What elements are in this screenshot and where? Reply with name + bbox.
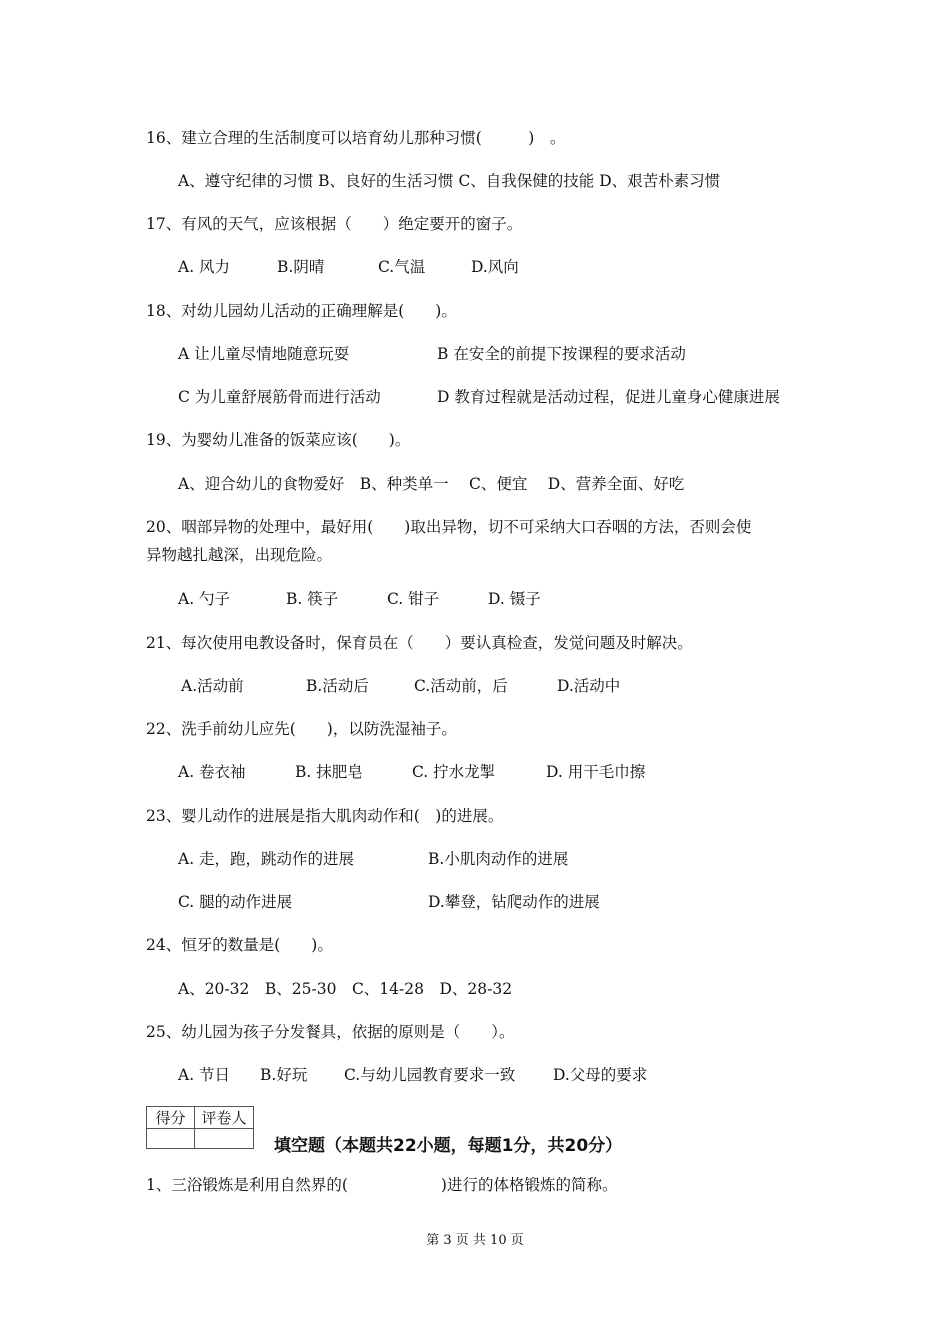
question-23-option-b: B.小肌肉动作的进展 xyxy=(428,850,569,868)
question-25-option-b: B.好玩 xyxy=(260,1066,308,1084)
question-17-option-c: C.气温 xyxy=(378,258,426,276)
question-21-option-d: D.活动中 xyxy=(557,677,621,695)
question-25-option-c: C.与幼儿园教育要求一致 xyxy=(344,1066,516,1084)
question-18-option-d: D 教育过程就是活动过程，促进儿童身心健康进展 xyxy=(437,388,780,406)
score-table xyxy=(146,1106,254,1149)
question-25-stem: 25、幼儿园为孩子分发餐具，依据的原则是（ ）。 xyxy=(146,1023,515,1041)
question-23-stem: 23、婴儿动作的进展是指大肌肉动作和( )的进展。 xyxy=(146,807,504,825)
question-24-options: A、20-32 B、25-30 C、14-28 D、28-32 xyxy=(178,980,513,998)
page-footer: 第 3 页 共 10 页 xyxy=(426,1233,524,1248)
question-23-option-c: C. 腿的动作进展 xyxy=(178,893,293,911)
question-24-stem: 24、恒牙的数量是( )。 xyxy=(146,936,333,954)
score-cell[interactable] xyxy=(147,1129,195,1149)
question-25-option-a: A. 节日 xyxy=(178,1066,231,1084)
question-20-stem-line-1: 20、咽部异物的处理中，最好用( )取出异物，切不可采纳大口吞咽的方法，否则会使 xyxy=(146,518,752,536)
question-16-stem: 16、建立合理的生活制度可以培育幼儿那种习惯( ) 。 xyxy=(146,129,566,147)
question-20-option-d: D. 镊子 xyxy=(488,590,541,608)
question-23-option-d: D.攀登，钻爬动作的进展 xyxy=(428,893,600,911)
question-20-option-c: C. 钳子 xyxy=(387,590,440,608)
question-16-options: A、遵守纪律的习惯 B、良好的生活习惯 C、自我保健的技能 D、艰苦朴素习惯 xyxy=(178,172,721,190)
question-18-option-c: C 为儿童舒展筋骨而进行活动 xyxy=(178,388,381,406)
question-21-option-c: C.活动前，后 xyxy=(414,677,508,695)
score-header: 得分 xyxy=(147,1107,195,1129)
question-22-option-a: A. 卷衣袖 xyxy=(178,763,246,781)
question-20-option-a: A. 勺子 xyxy=(178,590,231,608)
question-18-option-a: A 让儿童尽情地随意玩耍 xyxy=(178,345,350,363)
question-22-option-c: C. 拧水龙掣 xyxy=(412,763,496,781)
reviewer-cell[interactable] xyxy=(195,1129,254,1149)
question-22-option-b: B. 抹肥皂 xyxy=(295,763,363,781)
question-17-option-a: A. 风力 xyxy=(178,258,231,276)
question-21-option-a: A.活动前 xyxy=(181,677,244,695)
question-17-stem: 17、有风的天气，应该根据（ ）绝定要开的窗子。 xyxy=(146,215,523,233)
question-17-option-d: D.风向 xyxy=(471,258,519,276)
question-20-stem-line-2: 异物越扎越深，出现危险。 xyxy=(146,546,333,564)
question-18-option-b: B 在安全的前提下按课程的要求活动 xyxy=(437,345,686,363)
question-21-option-b: B.活动后 xyxy=(306,677,369,695)
question-23-option-a: A. 走，跑，跳动作的进展 xyxy=(178,850,355,868)
question-17-option-b: B.阴晴 xyxy=(277,258,325,276)
question-25-option-d: D.父母的要求 xyxy=(553,1066,648,1084)
question-22-option-d: D. 用干毛巾擦 xyxy=(546,763,646,781)
question-19-stem: 19、为婴幼儿准备的饭菜应该( )。 xyxy=(146,431,411,449)
question-20-option-b: B. 筷子 xyxy=(286,590,339,608)
question-22-stem: 22、洗手前幼儿应先( )，以防洗湿袖子。 xyxy=(146,720,457,738)
question-21-stem: 21、每次使用电教设备时，保育员在（ ）要认真检查，发觉问题及时解决。 xyxy=(146,634,693,652)
section-title: 填空题（本题共22小题，每题1分，共20分） xyxy=(274,1136,623,1156)
reviewer-header: 评卷人 xyxy=(195,1107,254,1129)
question-19-options: A、迎合幼儿的食物爱好 B、种类单一 C、便宜 D、营养全面、好吃 xyxy=(178,475,685,493)
fill-question-1: 1、三浴锻炼是利用自然界的( )进行的体格锻炼的简称。 xyxy=(146,1176,618,1194)
question-18-stem: 18、对幼儿园幼儿活动的正确理解是( )。 xyxy=(146,302,457,320)
